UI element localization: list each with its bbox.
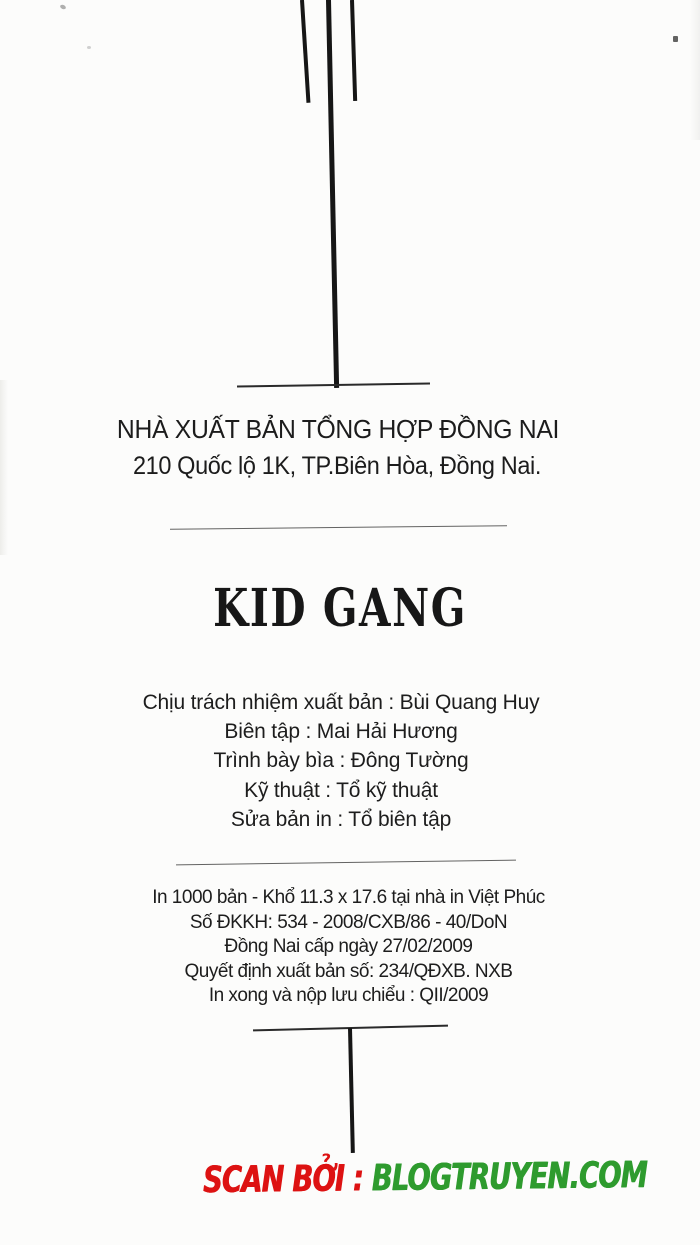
print-run-line: In 1000 bản - Khổ 11.3 x 17.6 tại nhà in Việt Phúc <box>152 887 545 908</box>
legal-deposit-line: In xong và nộp lưu chiểu : QII/2009 <box>208 985 489 1006</box>
paper-speck <box>673 36 678 42</box>
scan-edge-shadow-left <box>0 380 8 555</box>
publisher-name: NHÀ XUẤT BẢN TỔNG HỢP ĐỒNG NAI <box>116 414 560 444</box>
section-divider-upper <box>170 525 507 530</box>
scan-by-label: SCAN BỞI : <box>203 1158 364 1202</box>
paper-speck <box>59 4 66 10</box>
bottom-vertical-rule <box>348 1028 355 1153</box>
credit-line-technical: Kỹ thuật : Tổ kỹ thuật <box>244 778 438 802</box>
top-rule-middle <box>326 0 339 388</box>
scanner-credit <box>203 1154 647 1203</box>
top-rule-left <box>300 0 310 103</box>
credits-block <box>0 688 682 834</box>
top-rule-right <box>350 0 357 101</box>
section-divider-lower <box>176 860 516 866</box>
publisher-address: 210 Quốc lộ 1K, TP.Biên Hòa, Đồng Nai. <box>132 452 542 480</box>
credit-line-cover-design: Trình bày bìa : Đông Tường <box>213 749 469 773</box>
print-info-block <box>0 886 697 1009</box>
publishing-decision-line: Quyết định xuất bản số: 234/QĐXB. NXB <box>184 960 513 982</box>
credit-line-editor: Biên tập : Mai Hải Hương <box>224 720 458 744</box>
paper-speck <box>87 46 91 49</box>
book-title: KID GANG <box>213 578 467 639</box>
scan-site-name: BLOGTRUYEN.COM <box>371 1154 648 1200</box>
scan-edge-shadow-right <box>690 0 700 140</box>
credit-line-proofreading: Sửa bản in : Tổ biên tập <box>230 807 452 831</box>
registration-date-line: Đồng Nai cấp ngày 27/02/2009 <box>224 936 473 957</box>
registration-number-line: Số ĐKKH: 534 - 2008/CXB/86 - 40/DoN <box>189 911 508 933</box>
credit-line-responsible: Chịu trách nhiệm xuất bản : Bùi Quang Huy <box>142 691 540 714</box>
